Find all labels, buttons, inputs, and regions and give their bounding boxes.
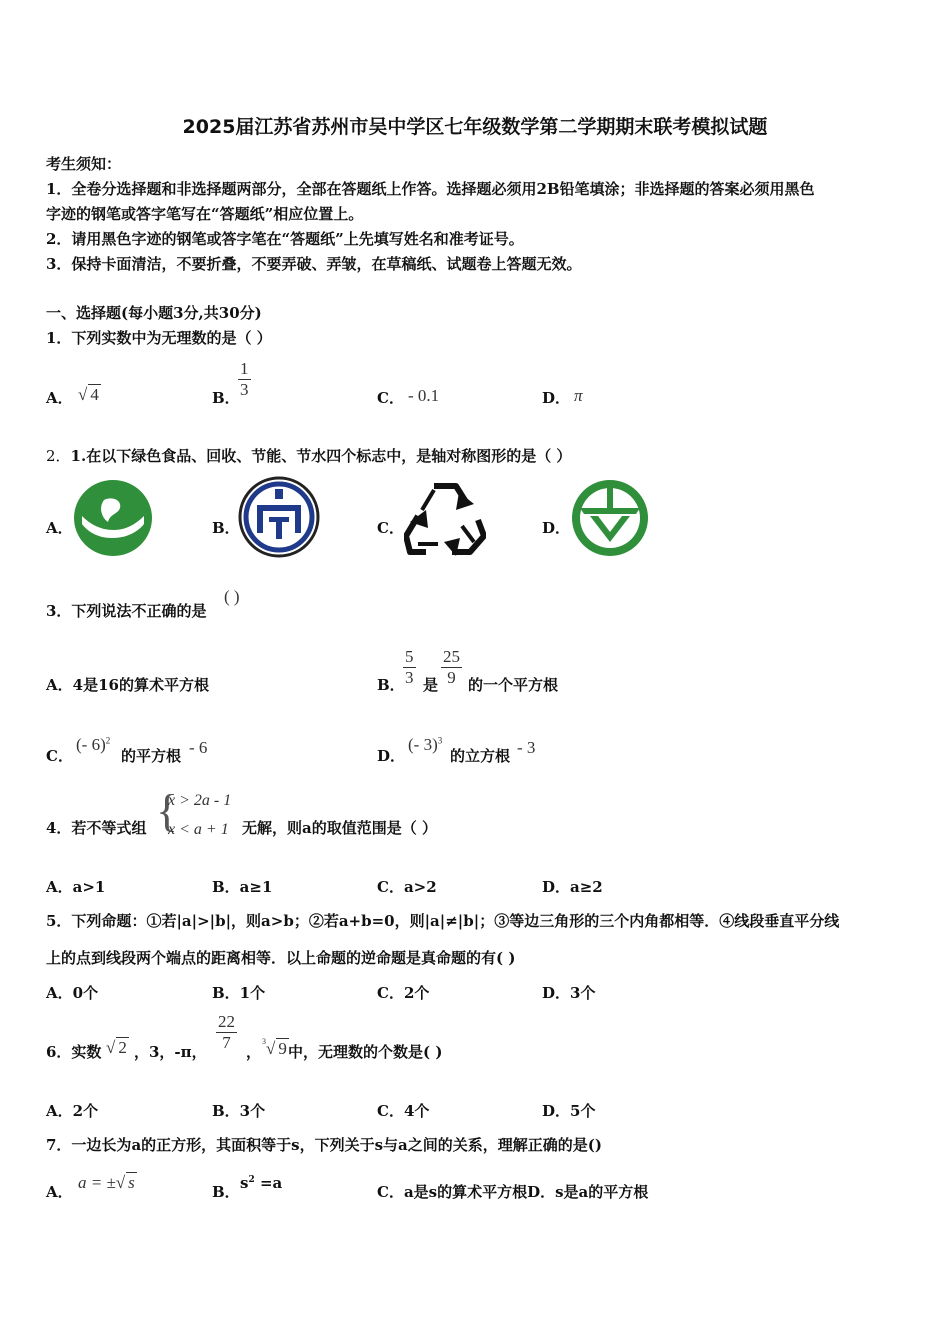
q1-option-a-label: A． [46, 389, 73, 407]
q1-option-b [238, 360, 251, 399]
q2-option-d-label: D． [542, 519, 571, 537]
q7-option-b-exponent: 2 [248, 1175, 255, 1185]
q6-fraction-denominator: 7 [222, 1032, 231, 1052]
q1-stem: 1．下列实数中为无理数的是（ ） [46, 329, 272, 347]
q5-option-d: D．3个 [542, 984, 596, 1002]
q3-option-c-value: - 6 [189, 738, 208, 757]
q3-option-c-text: 的平方根 [121, 747, 182, 765]
q1-option-c: - 0.1 [408, 386, 440, 405]
q3-option-c-label: C． [46, 747, 73, 765]
q2-option-b-label: B． [212, 519, 240, 537]
recycle-logo-icon [237, 475, 321, 559]
q6-cube-root: $^3$√ 9 [262, 1037, 287, 1058]
q5-option-c: C．2个 [377, 984, 430, 1002]
q3-option-d-value: - 3 [517, 738, 536, 757]
q7-stem: 7．一边长为a的正方形，其面积等于s，下列关于s与a之间的关系，理解正确的是() [46, 1136, 602, 1154]
q6-option-a: A．2个 [46, 1102, 99, 1120]
recycling-arrows-icon [404, 480, 486, 558]
q3-stem: 3．下列说法不正确的是 [46, 602, 207, 620]
q1-option-a-radicand: 4 [90, 385, 99, 404]
q3-option-d-expr [408, 735, 442, 755]
q6-cube-root-index: 3 [262, 1037, 266, 1046]
q1-option-b-label: B． [212, 389, 240, 407]
q7-option-b [240, 1174, 282, 1192]
q7-option-b-label: B． [212, 1183, 240, 1201]
q4-tail: 无解，则a的取值范围是（ ） [242, 819, 437, 837]
q2-number: 2． [46, 447, 71, 465]
q6-cube-root-radicand: 9 [278, 1039, 287, 1058]
q3-option-d-exponent: 3 [437, 735, 443, 746]
q3-option-b-mid: 是 [423, 676, 439, 694]
q7-options-c-d: C．a是s的算术平方根D．s是a的平方根 [377, 1183, 649, 1201]
q3-option-b-fraction-2 [441, 648, 462, 687]
q6-sqrt-2-radicand: 2 [118, 1038, 127, 1057]
q1-option-b-denominator: 3 [240, 379, 249, 399]
q3-option-b-tail: 的一个平方根 [468, 676, 559, 694]
q6-sqrt-2: √ 2 [106, 1038, 127, 1057]
q6-separator-2: ， [246, 1043, 262, 1061]
q7-option-a-label: A． [46, 1183, 73, 1201]
q6-option-c: C．4个 [377, 1102, 430, 1120]
q1-option-d: π [574, 386, 583, 405]
q6-fraction [216, 1013, 237, 1052]
q5-line-1: 5．下列命题：①若|a|>|b|，则a>b；②若a+b=0，则|a|≠|b|；③等边三角形的三个内角都相等．④线段垂直平分线 [46, 912, 840, 930]
q7-option-a: a = ±√ s [78, 1173, 135, 1192]
q5-line-2: 上的点到线段两个端点的距离相等．以上命题的逆命题是真命题的有( ) [46, 949, 516, 967]
notice-item-3: 3．保持卡面清洁，不要折叠，不要弄破、弄皱，在草稿纸、试题卷上答题无效。 [46, 255, 582, 273]
q4-brace: { [156, 785, 179, 836]
q3-option-b-num1: 5 [405, 647, 414, 666]
q7-option-b-base: s [240, 1174, 249, 1192]
q3-option-b-den2: 9 [447, 667, 456, 687]
q3-option-d-label: D． [377, 747, 406, 765]
q4-inequality-2: x < a + 1 [168, 821, 229, 838]
q3-option-b-den1: 3 [405, 667, 414, 687]
q1-option-a: √ 4 [78, 385, 99, 404]
q2-text: 1.在以下绿色食品、回收、节能、节水四个标志中，是轴对称图形的是（ ） [70, 447, 572, 465]
q6-tail: 中，无理数的个数是( ) [288, 1043, 443, 1061]
q2-option-c-label: C． [377, 519, 404, 537]
q2-option-a-label: A． [46, 519, 73, 537]
q6-option-b: B．3个 [212, 1102, 266, 1120]
q3-option-b-label: B． [377, 676, 405, 694]
q1-option-d-label: D． [542, 389, 571, 407]
q4-stem: 4．若不等式组 [46, 819, 147, 837]
q4-inequality-1: x > 2a - 1 [168, 792, 232, 809]
q4-option-c: C．a>2 [377, 878, 437, 896]
q1-option-b-numerator: 1 [240, 359, 249, 378]
q3-answer-paren: ( ) [224, 587, 240, 606]
q6-separator-1: ，3，-π， [134, 1043, 207, 1061]
q3-option-c-expr [76, 735, 110, 755]
q6-stem: 6．实数 [46, 1043, 102, 1061]
q3-option-d-base: (- 3) [408, 735, 438, 754]
q3-option-b-fraction-1 [403, 648, 416, 687]
page-title: 2025届江苏省苏州市吴中学区七年级数学第二学期期末联考模拟试题 [182, 116, 768, 138]
q3-option-c-exponent: 2 [105, 735, 111, 746]
q7-option-a-radicand: s [128, 1173, 135, 1192]
q3-option-d-text: 的立方根 [450, 747, 511, 765]
notice-item-2: 2．请用黑色字迹的钢笔或答字笔在“答题纸”上先填写姓名和准考证号。 [46, 230, 524, 248]
q5-option-b: B．1个 [212, 984, 266, 1002]
q3-option-a: A．4是16的算术平方根 [46, 676, 209, 694]
q6-fraction-numerator: 22 [218, 1012, 235, 1031]
green-food-logo-icon [72, 478, 154, 558]
section-heading: 一、选择题(每小题3分,共30分) [46, 304, 262, 322]
notice-item-1-line-2: 字迹的钢笔或答字笔写在“答题纸”相应位置上。 [46, 205, 364, 223]
q4-option-d: D．a≥2 [542, 878, 603, 896]
q6-option-d: D．5个 [542, 1102, 596, 1120]
q3-option-b-num2: 25 [443, 647, 460, 666]
q1-option-c-label: C． [377, 389, 404, 407]
q5-option-a: A．0个 [46, 984, 99, 1002]
notice-heading: 考生须知： [46, 155, 122, 173]
water-saving-logo-icon [570, 478, 650, 558]
q7-option-b-tail: =a [254, 1174, 283, 1192]
q3-option-c-base: (- 6) [76, 735, 106, 754]
q2-stem [46, 445, 571, 466]
q4-option-a: A．a>1 [46, 878, 106, 896]
q7-option-a-expr: a = ± [78, 1173, 116, 1192]
notice-item-1-line-1: 1．全卷分选择题和非选择题两部分，全部在答题纸上作答。选择题必须用2B铅笔填涂；非选择题的答案必须用黑色 [46, 180, 815, 198]
q4-option-b: B．a≥1 [212, 878, 273, 896]
